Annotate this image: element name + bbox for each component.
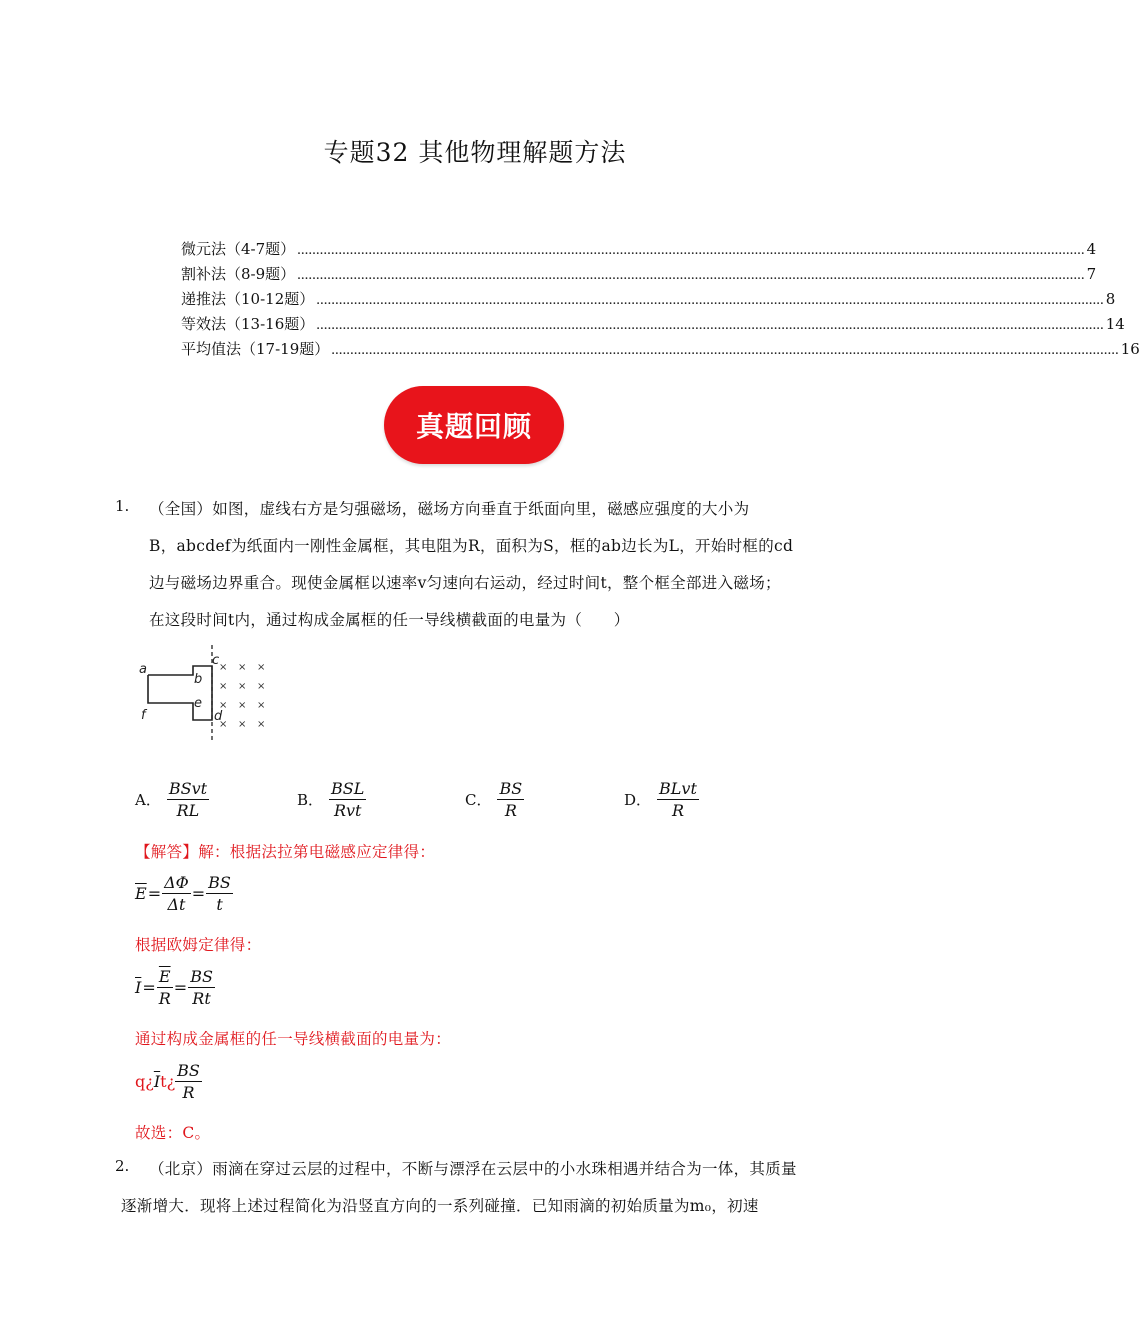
cross-mark: × — [257, 719, 266, 730]
toc-leader: .................................................................................................................................................................................................................. — [331, 342, 1119, 358]
toc-leader: .................................................................................................................................................................................................................. — [297, 242, 1085, 258]
toc-label: 递推法（10-12题） — [181, 290, 315, 308]
cross-mark: × — [238, 700, 247, 711]
option-letter: D． — [624, 791, 652, 809]
question-number: 2. — [115, 1157, 130, 1175]
option-b[interactable] — [297, 778, 366, 821]
magnetic-field-crosses — [219, 662, 265, 730]
option-letter: A． — [135, 791, 161, 809]
cross-mark: × — [219, 700, 228, 711]
toc-page: 14 — [1105, 315, 1125, 333]
question-text-line: （北京）雨滴在穿过云层的过程中，不断与漂浮在云层中的小水珠相遇并结合为一体，其质量 — [149, 1160, 797, 1178]
toc-label: 平均值法（17-19题） — [181, 340, 330, 358]
toc-page: 4 — [1086, 240, 1097, 258]
cross-mark: × — [219, 681, 228, 692]
label-f: f — [141, 708, 146, 723]
option-c[interactable] — [465, 778, 524, 821]
toc-label: 微元法（4-7题） — [181, 240, 296, 258]
answer-choice: 故选：C。 — [135, 1124, 211, 1142]
label-d: d — [214, 709, 223, 724]
cross-mark: × — [257, 662, 266, 673]
toc-leader: .................................................................................................................................................................................................................. — [297, 267, 1085, 283]
answer-heading: 【解答】解：根据法拉第电磁感应定律得： — [135, 843, 436, 861]
circuit-figure — [130, 643, 280, 746]
option-fraction: $\frac{\text{BLvt}}{R}$ — [659, 779, 697, 820]
label-e: e — [194, 696, 202, 711]
section-banner: 真题回顾 — [384, 386, 564, 464]
option-letter: B． — [297, 791, 324, 809]
toc-item[interactable] — [181, 313, 1125, 335]
toc-page: 16 — [1120, 340, 1140, 358]
option-a[interactable] — [135, 778, 209, 821]
cross-mark: × — [219, 662, 228, 673]
metal-frame — [148, 666, 212, 720]
option-fraction: $\frac{BS}{R}$ — [499, 779, 523, 820]
answer-text: 根据欧姆定律得： — [135, 936, 262, 954]
cross-mark: × — [238, 662, 247, 673]
page-title: 专题32 其他物理解题方法 — [323, 138, 627, 167]
toc-item[interactable] — [181, 263, 1097, 285]
question-number: 1. — [115, 497, 130, 515]
toc-label: 等效法（13-16题） — [181, 315, 315, 333]
question-text-line: （全国）如图，虚线右方是匀强磁场，磁场方向垂直于纸面向里，磁感应强度的大小为 — [149, 500, 750, 518]
cross-mark: × — [219, 719, 228, 730]
toc-label: 割补法（8-9题） — [181, 265, 296, 283]
toc-page: 8 — [1105, 290, 1116, 308]
option-d[interactable] — [624, 778, 699, 821]
toc-leader: .................................................................................................................................................................................................................. — [316, 292, 1104, 308]
toc-page: 7 — [1086, 265, 1097, 283]
answer-text: 通过构成金属框的任一导线横截面的电量为： — [135, 1030, 452, 1048]
question-text-line: B，abcdef为纸面内一刚性金属框，其电阻为R，面积为S，框的ab边长为L，开始时框的cd — [149, 537, 794, 555]
label-a: a — [139, 662, 147, 677]
toc-item[interactable] — [181, 288, 1116, 310]
toc-item[interactable] — [181, 338, 1140, 360]
question-text-line: 在这段时间t内，通过构成金属框的任一导线横截面的电量为（ ） — [149, 611, 630, 629]
label-c: c — [212, 653, 220, 668]
toc-leader: .................................................................................................................................................................................................................. — [316, 317, 1104, 333]
question-text-line: 逐渐增大．现将上述过程简化为沿竖直方向的一系列碰撞．已知雨滴的初始质量为m₀，初速 — [121, 1197, 759, 1215]
equation-current: $\overline{I}$ = $\frac{\overline{E}}{R}$ = $\frac{BS}{Rt}$ — [135, 967, 213, 1008]
cross-mark: × — [238, 681, 247, 692]
option-fraction: $\frac{\text{BSL}}{\text{Rvt}}$ — [331, 779, 365, 820]
toc-item[interactable] — [181, 238, 1097, 260]
cross-mark: × — [257, 681, 266, 692]
cross-mark: × — [238, 719, 247, 730]
question-text-line: 边与磁场边界重合。现使金属框以速率v匀速向右运动，经过时间t，整个框全部进入磁场； — [149, 574, 781, 592]
equation-emf: $\overline{E}$ = $\frac{\Delta\Phi}{\Delta t}$ = $\frac{BS}{t}$ — [135, 873, 231, 914]
option-fraction: $\frac{\text{BSvt}}{RL}$ — [168, 779, 208, 820]
label-b: b — [194, 672, 203, 687]
equation-charge: q¿ $\overline{I}$ t¿ $\frac{BS}{R}$ — [135, 1061, 200, 1102]
cross-mark: × — [257, 700, 266, 711]
option-letter: C． — [465, 791, 492, 809]
